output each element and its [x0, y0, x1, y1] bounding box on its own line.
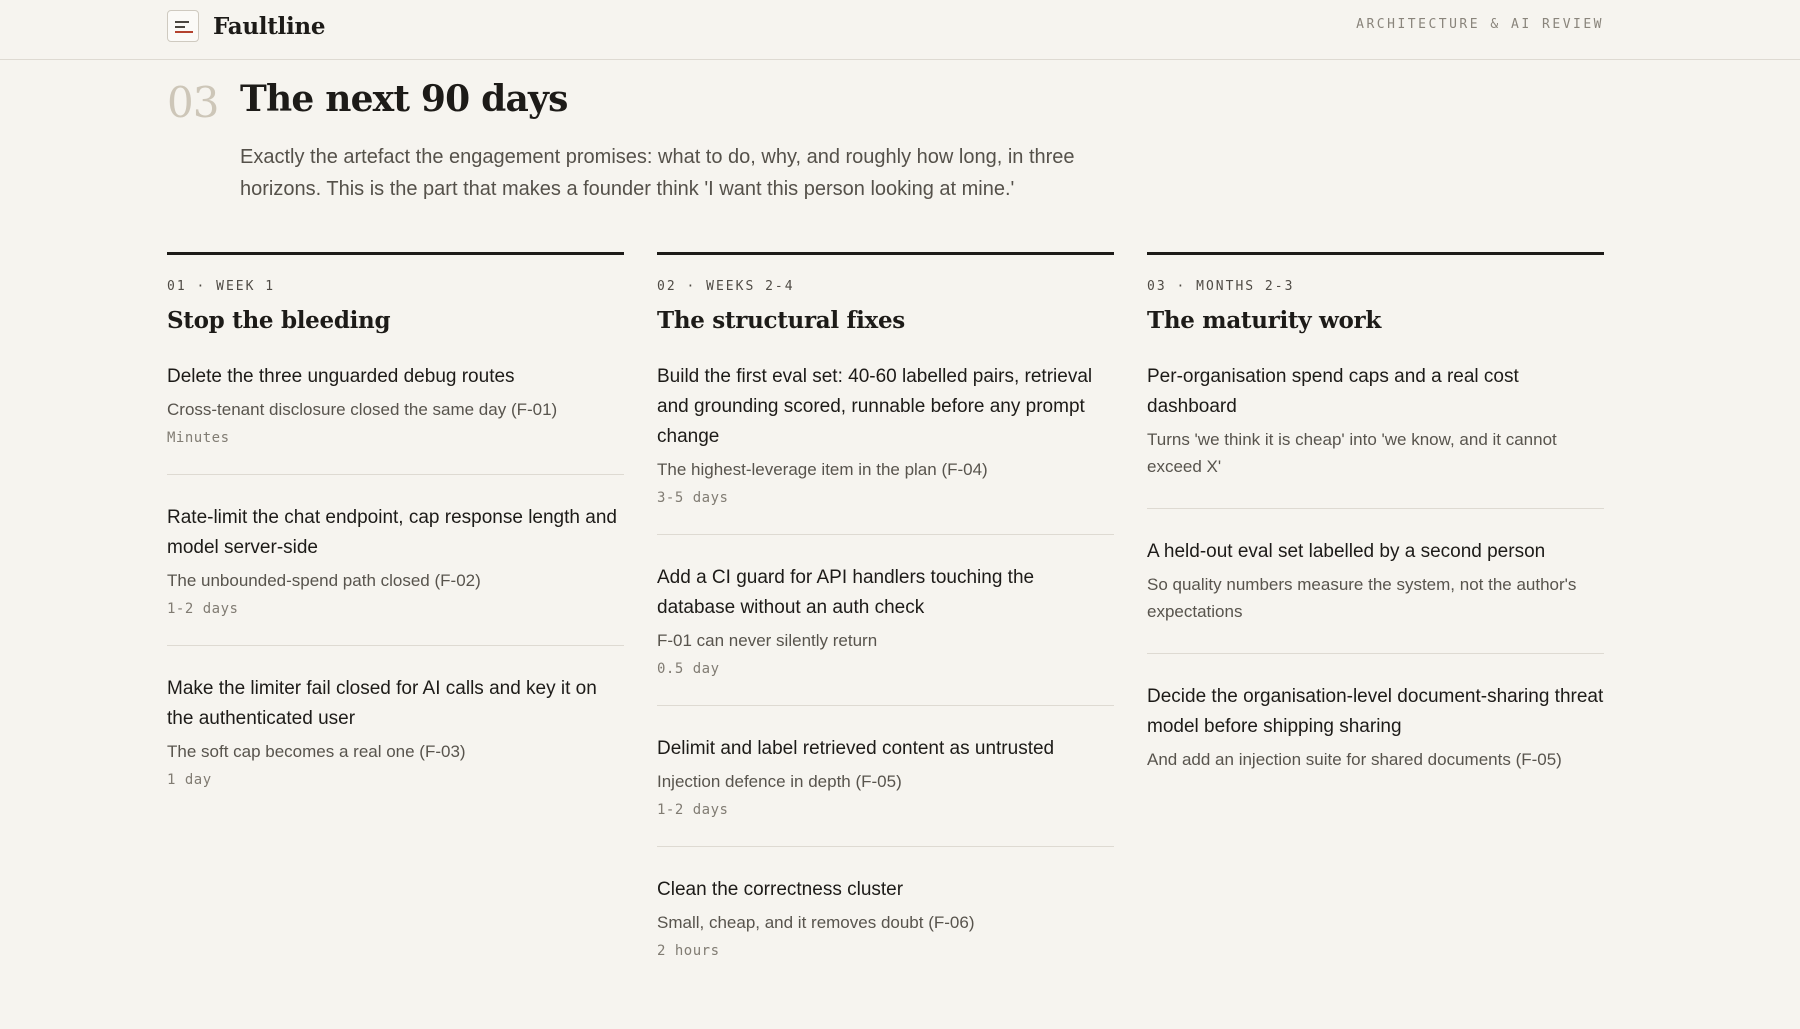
- column-eyebrow: 01 · WEEK 1: [167, 279, 276, 294]
- list-item: [167, 362, 624, 475]
- horizon-column-week-1: [167, 252, 624, 1015]
- section-lede: Exactly the artefact the engagement promises: what to do, why, and roughly how long, in three horizons. This is the part that makes a founder think 'I want this person looking at mine.': [240, 146, 1075, 200]
- list-item: [1147, 362, 1604, 509]
- top-bar: [0, 0, 1800, 60]
- item-duration: 1-2 days: [167, 601, 239, 617]
- brand[interactable]: [167, 10, 325, 42]
- item-list: [657, 362, 1114, 987]
- item-duration: 1 day: [167, 772, 212, 788]
- column-title: Stop the bleeding: [167, 307, 391, 334]
- item-note: Injection defence in depth (F-05): [657, 772, 902, 791]
- item-note: Small, cheap, and it removes doubt (F-06): [657, 913, 975, 932]
- list-item: [167, 503, 624, 646]
- horizon-column-weeks-2-4: [657, 252, 1114, 1015]
- item-title: Per-organisation spend caps and a real cost dashboard: [1147, 366, 1519, 417]
- item-title: Add a CI guard for API handlers touching the database without an auth check: [657, 567, 1035, 618]
- item-note: The highest-leverage item in the plan (F-04): [657, 460, 988, 479]
- item-title: Decide the organisation-level document-sharing threat model before shipping sharing: [1147, 686, 1604, 737]
- item-duration: 3-5 days: [657, 490, 729, 506]
- item-title: Delete the three unguarded debug routes: [167, 366, 515, 387]
- item-note: Turns 'we think it is cheap' into 'we know, and it cannot exceed X': [1147, 430, 1557, 476]
- brand-name: Faultline: [213, 12, 326, 40]
- list-item: [1147, 537, 1604, 654]
- item-note: And add an injection suite for shared documents (F-05): [1147, 750, 1562, 769]
- item-note: The soft cap becomes a real one (F-03): [167, 742, 466, 761]
- list-item: [657, 875, 1114, 987]
- item-duration: 0.5 day: [657, 661, 720, 677]
- item-title: Build the first eval set: 40-60 labelled pairs, retrieval and grounding scored, runnable before any prompt change: [657, 366, 1093, 447]
- list-item: [657, 362, 1114, 535]
- section-number: 03: [167, 78, 219, 127]
- item-title: Make the limiter fail closed for AI calls and key it on the authenticated user: [167, 678, 597, 729]
- item-title: A held-out eval set labelled by a second person: [1147, 541, 1546, 562]
- column-eyebrow: 03 · MONTHS 2-3: [1147, 279, 1295, 294]
- document-lines-icon: [167, 10, 199, 42]
- horizon-column-months-2-3: [1147, 252, 1604, 1015]
- item-title: Rate-limit the chat endpoint, cap response length and model server-side: [167, 507, 617, 558]
- item-list: [1147, 362, 1604, 801]
- tagline: ARCHITECTURE & AI REVIEW: [1356, 17, 1604, 32]
- list-item: [1147, 682, 1604, 801]
- item-note: F-01 can never silently return: [657, 631, 878, 650]
- item-title: Delimit and label retrieved content as untrusted: [657, 738, 1055, 759]
- item-list: [167, 362, 624, 816]
- list-item: [657, 734, 1114, 847]
- item-duration: 1-2 days: [657, 802, 729, 818]
- column-title: The maturity work: [1147, 307, 1382, 334]
- item-title: Clean the correctness cluster: [657, 879, 904, 900]
- list-item: [167, 674, 624, 816]
- list-item: [657, 563, 1114, 706]
- item-duration: Minutes: [167, 430, 230, 446]
- item-note: The unbounded-spend path closed (F-02): [167, 571, 481, 590]
- item-note: Cross-tenant disclosure closed the same day (F-01): [167, 400, 558, 419]
- item-note: So quality numbers measure the system, not the author's expectations: [1147, 575, 1577, 621]
- column-title: The structural fixes: [657, 307, 905, 334]
- horizon-columns: [167, 252, 1604, 1015]
- column-eyebrow: 02 · WEEKS 2-4: [657, 279, 795, 294]
- item-duration: 2 hours: [657, 943, 720, 959]
- section-title: The next 90 days: [240, 78, 568, 120]
